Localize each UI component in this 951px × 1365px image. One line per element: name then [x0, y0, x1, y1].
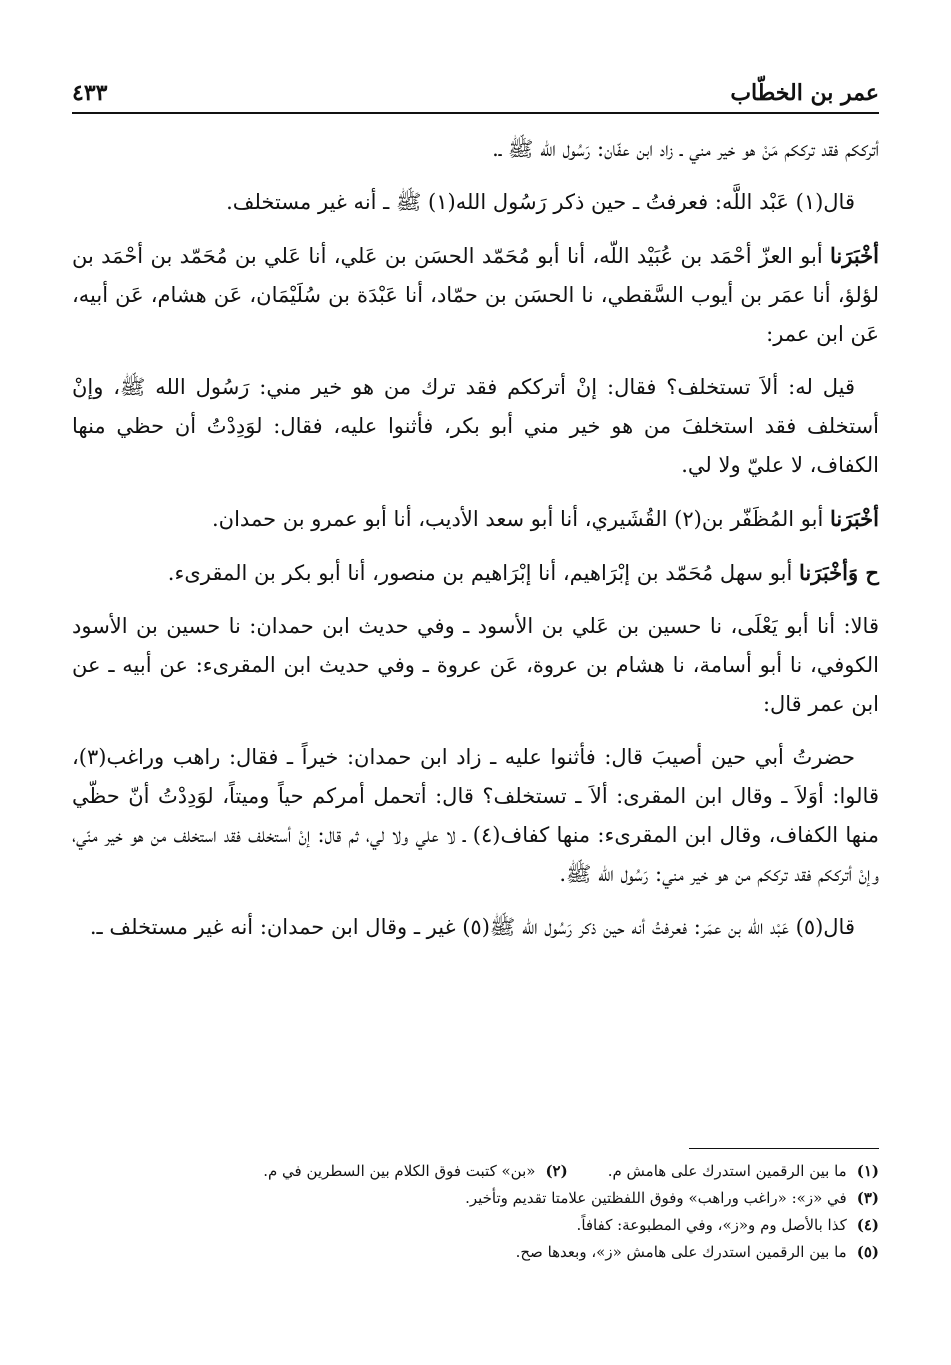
footnote-text: ما بين الرقمين استدرك على هامش م. — [607, 1162, 847, 1180]
paragraph — [72, 738, 879, 894]
footnote-number: (٥) — [856, 1243, 879, 1261]
footnote-text: في «ز»: «راغب وراهب» وفوق اللفظتين علامتا تقديم وتأخير. — [465, 1189, 847, 1207]
isnad-lead: أخْبَرَنا — [830, 243, 879, 268]
footnote-divider — [689, 1148, 879, 1149]
paragraph-text: أبو سهل مُحَمّد بن إبْرَاهيم، أنا إبْرَاهيم بن منصور، أنا أبو بكر بن المقرىء. — [167, 561, 799, 585]
isnad-lead: أخْبَرَنا — [830, 506, 879, 531]
paragraph — [72, 607, 879, 724]
footnote — [263, 1158, 568, 1185]
paragraph — [72, 236, 879, 354]
paragraph-text: أبو المُظَفّر بن(٢) القُشَيري، أنا أبو سعد الأديب، أنا أبو عمرو بن حمدان. — [211, 507, 831, 531]
running-title: عمر بن الخطّاب — [730, 80, 879, 106]
paragraph-text: أترككم فقد ترككم مَنْ هو خير مني ـ زاد ابن عفّان: رَسُول الله ﷺ ـ. — [492, 137, 879, 161]
footnote-text: «بن» كتبت فوق الكلام بين السطرين في م. — [263, 1162, 536, 1180]
footnote-text: ما بين الرقمين استدرك على هامش «ز»، وبعدها صح. — [515, 1243, 847, 1261]
footnote-text: كذا بالأصل وم و«ز»، وفي المطبوعة: كفافاً. — [576, 1216, 847, 1234]
footnote-row — [72, 1212, 879, 1239]
paragraph-text: قال(١) عَبْد اللَّه: فعرفتُ ـ حين ذكر رَسُول الله(١) ﷺ ـ أنه غير مستخلف. — [226, 190, 855, 214]
footnote-row — [72, 1185, 879, 1212]
isnad-lead: ح وَأخْبَرَنا — [799, 560, 879, 585]
main-text — [72, 130, 879, 961]
footnote — [465, 1185, 879, 1212]
footnotes — [72, 1158, 879, 1266]
paragraph — [72, 130, 879, 169]
footnote-row — [72, 1239, 879, 1266]
footnote-number: (١) — [856, 1162, 879, 1180]
footnote-number: (٣) — [856, 1189, 879, 1207]
footnote — [608, 1158, 879, 1185]
paragraph — [72, 553, 879, 593]
paragraph — [72, 368, 879, 485]
paragraph-text: حضرتُ أبي حين أصيبَ قال: فأثنوا عليه ـ زاد ابن حمدان: خيراً ـ فقال: راهب وراغب(٣)، قالوا: أوَلاَ ـ وقال ابن المقرى: ألاَ ـ تستخلف؟ قال: أتحمل أمركم حياً وميتاً، لوَدِدْتُ أنّ حظّي منها الكفاف، وقال ابن المقرىء: منها كفاف(٤) ـ لا علي ولا لي، ثم قال: إنْ أستخلف فقد استخلف من هو خير منّي، وإنْ أترككم فقد ترككم من هو خير مني: رَسُول الله ﷺ. — [72, 745, 879, 886]
paragraph-text: أبو العزّ أحْمَد بن عُبَيْد اللّه، أنا أبو مُحَمّد الحسَن بن عَلي، أنا عَلي بن مُحَمّد بن أحْمَد بن لؤلؤ، أنا عمَر بن أيوب السَّقطي، نا الحسَن بن حمّاد، أنا عَبْدَة بن سُلَيْمَان، عَن هشام، عَن أبيه، عَن ابن عمر: — [72, 244, 879, 346]
footnote — [577, 1212, 879, 1239]
paragraph — [72, 908, 879, 947]
paragraph — [72, 183, 879, 222]
footnote-number: (٢) — [545, 1162, 568, 1180]
footnote — [516, 1239, 879, 1266]
page-header — [72, 72, 879, 114]
page-number: ٤٣٣ — [72, 80, 108, 106]
footnote-number: (٤) — [856, 1216, 879, 1234]
footnote-row — [72, 1158, 879, 1185]
paragraph — [72, 499, 879, 539]
paragraph-text: قال(٥) عَبْد اللّه بن عمَر: فعرفتُ أنه حين ذكر رَسُول الله ﷺ(٥) غير ـ وقال ابن حمدان: أنه غير مستخلف ـ. — [89, 915, 855, 939]
paragraph-text: قالا: أنا أبو يَعْلَى، نا حسين بن عَلي بن الأسود ـ وفي حديث ابن حمدان: نا حسين بن الأسود الكوفي، نا أبو أسامة، نا هشام بن عروة، عَن عروة ـ وفي حديث ابن المقرىء: عن أبيه ـ عن ابن عمر قال: — [72, 614, 879, 716]
paragraph-text: قيل له: ألاَ تستخلف؟ فقال: إنْ أترككم فقد ترك من هو خير مني: رَسُول الله ﷺ، وإنْ أستخلف فقد استخلفَ من هو خير مني أبو بكر، فأثنوا عليه، فقال: لوَدِدْتُ أن حظي منها الكفاف، لا عليّ ولا لي. — [72, 375, 879, 477]
